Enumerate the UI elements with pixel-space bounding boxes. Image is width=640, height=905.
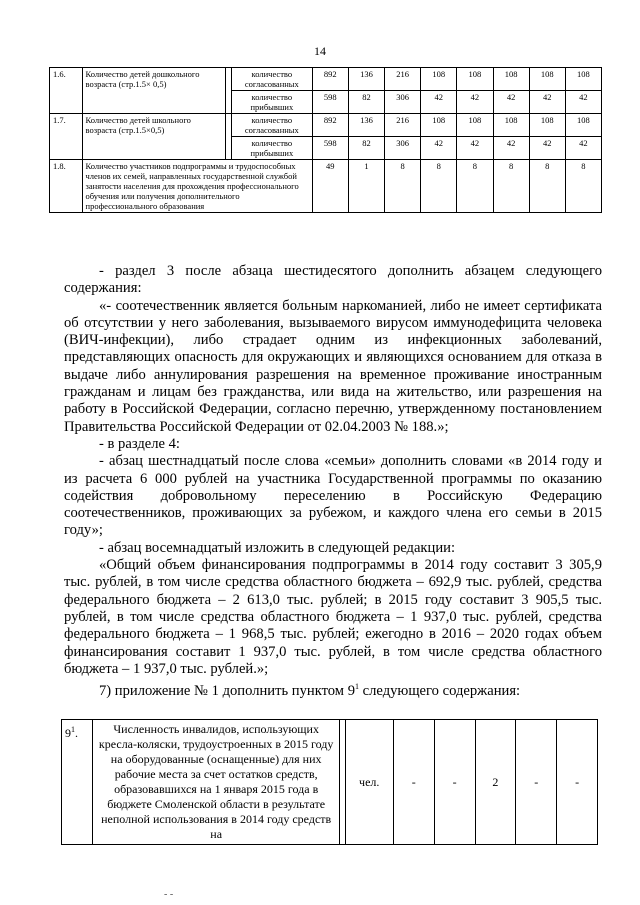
table-cell: 82 bbox=[348, 137, 384, 160]
document-body bbox=[64, 263, 602, 700]
paragraph-text: следующего содержания: bbox=[359, 682, 521, 699]
subrow-label: количество согласованных bbox=[231, 114, 312, 137]
table-cell: - bbox=[434, 720, 475, 845]
table-cell: 42 bbox=[421, 137, 457, 160]
table-cell: 108 bbox=[529, 68, 565, 91]
paragraph: - абзац восемнадцатый изложить в следующей редакции: bbox=[99, 539, 456, 556]
superscript: 1 bbox=[355, 682, 359, 692]
table-cell: 216 bbox=[385, 68, 421, 91]
row-number-text: 9 bbox=[65, 726, 71, 740]
table-cell: 42 bbox=[529, 91, 565, 114]
paragraph bbox=[64, 678, 602, 700]
table-cell: 42 bbox=[457, 91, 493, 114]
row-description: Численность инвалидов, использующих кресла-коляски, трудоустроенных в 2015 году на оборудованные (оснащенные) для них рабочие места за счет остатков средств, образовавшихся на 1 января 2015 года в бюджете Смоленской области в результате неполной использования в 2014 году средств на bbox=[93, 720, 340, 845]
subrow-label: количество прибывших bbox=[231, 137, 312, 160]
table-cell: 42 bbox=[529, 137, 565, 160]
table-cell: 2 bbox=[475, 720, 516, 845]
table-cell: 8 bbox=[457, 160, 493, 213]
table-cell: 136 bbox=[348, 68, 384, 91]
table-row bbox=[50, 68, 602, 91]
table-cell: 108 bbox=[421, 114, 457, 137]
table-row bbox=[62, 720, 598, 845]
table-cell: 598 bbox=[312, 137, 348, 160]
table-row bbox=[50, 114, 602, 137]
table-cell: 108 bbox=[457, 68, 493, 91]
table-cell: 216 bbox=[385, 114, 421, 137]
paragraph: - раздел 3 после абзаца шестидесятого дополнить абзацем следующего содержания: bbox=[64, 263, 602, 297]
table-cell: 108 bbox=[421, 68, 457, 91]
table-cell: 598 bbox=[312, 91, 348, 114]
table-cell: 108 bbox=[565, 68, 601, 91]
table-cell: 42 bbox=[493, 91, 529, 114]
table-cell: 306 bbox=[385, 91, 421, 114]
paragraph-text: 7) приложение № 1 дополнить пунктом 9 bbox=[99, 682, 355, 699]
row-description: Количество детей дошкольного возраста (стр.1.5× 0,5) bbox=[82, 68, 225, 114]
paragraph: «- соотечественник является больным наркоманией, либо не имеет сертификата об отсутствии у него заболевания, вызываемого вирусом иммунодефицита человека (ВИЧ-инфекции), либо страдает одним из инфекционных заболеваний, представляющих опасность для окружающих и являющихся основанием для отказа в выдаче либо аннулирования разрешения на временное проживание иностранным гражданам и лицам без гражданства, или вида на жительство, или разрешения на работу в Российской Федерации, согласно перечню, утвержденному постановлением Правительства Российской Федерации от 02.04.2003 № 188.»; bbox=[64, 297, 602, 435]
paragraph: - абзац шестнадцатый после слова «семьи» дополнить словами «в 2014 году и из расчета 6 000 рублей на участника Государственной программы по оказанию содействия добровольному переселению в Российскую Федерацию соотечественников, проживающих за рубежом, и каждого члена его семьи в 2015 году»; bbox=[64, 453, 602, 539]
indicators-table bbox=[49, 67, 602, 213]
row-description: Количество участников подпрограммы и трудоспособных членов их семей, направленных государственной службой занятости населения для прохождения профессионального обучения или получения дополнительного профессионального образования bbox=[82, 160, 312, 213]
table-cell: 42 bbox=[565, 91, 601, 114]
table-cell: 108 bbox=[493, 114, 529, 137]
row-number: 1.6. bbox=[50, 68, 83, 114]
table-cell: - bbox=[516, 720, 557, 845]
page-number: 14 bbox=[314, 44, 326, 58]
table-cell: - bbox=[393, 720, 434, 845]
row-description: Количество детей школьного возраста (стр.1.5×0,5) bbox=[82, 114, 225, 160]
row-number: 1.7. bbox=[50, 114, 83, 160]
paragraph: - в разделе 4: bbox=[99, 435, 180, 452]
row-number: 1.8. bbox=[50, 160, 83, 213]
table-row bbox=[50, 160, 602, 213]
table-cell: 8 bbox=[493, 160, 529, 213]
table-cell: 42 bbox=[421, 91, 457, 114]
table-cell: 108 bbox=[529, 114, 565, 137]
subrow-label: количество согласованных bbox=[231, 68, 312, 91]
footer-mark: - - bbox=[164, 889, 174, 900]
table-cell: 108 bbox=[493, 68, 529, 91]
table-cell: - bbox=[557, 720, 598, 845]
table-cell: 8 bbox=[421, 160, 457, 213]
superscript: 1 bbox=[71, 725, 75, 734]
subrow-label: количество прибывших bbox=[231, 91, 312, 114]
table-cell: 42 bbox=[457, 137, 493, 160]
row-number: $9^1$. bbox=[62, 720, 93, 845]
table-cell: 8 bbox=[385, 160, 421, 213]
table-cell: 108 bbox=[565, 114, 601, 137]
table-cell: 82 bbox=[348, 91, 384, 114]
unit-cell: чел. bbox=[345, 720, 393, 845]
table-cell: 306 bbox=[385, 137, 421, 160]
table-cell: 49 bbox=[312, 160, 348, 213]
appendix-table bbox=[61, 719, 598, 845]
table-cell: 136 bbox=[348, 114, 384, 137]
table-cell: 1 bbox=[348, 160, 384, 213]
table-cell: 892 bbox=[312, 114, 348, 137]
table-cell: 42 bbox=[565, 137, 601, 160]
table-cell: 8 bbox=[565, 160, 601, 213]
paragraph: «Общий объем финансирования подпрограммы в 2014 году составит 3 305,9 тыс. рублей, в том числе средства областного бюджета – 692,9 тыс. рублей, средства федерального бюджета – 2 613,0 тыс. рублей; в 2015 году составит 3 905,5 тыс. рублей, в том числе средства областного бюджета – 1 937,0 тыс. рублей, средства федерального бюджета – 1 968,5 тыс. рублей; ежегодно в 2016 – 2020 годах объем финансирования составит 1 937,0 тыс. рублей, в том числе средства областного бюджета – 1 937,0 тыс. рублей.»; bbox=[64, 557, 602, 677]
table-cell: 108 bbox=[457, 114, 493, 137]
table-cell: 42 bbox=[493, 137, 529, 160]
table-cell: 892 bbox=[312, 68, 348, 91]
table-cell: 8 bbox=[529, 160, 565, 213]
